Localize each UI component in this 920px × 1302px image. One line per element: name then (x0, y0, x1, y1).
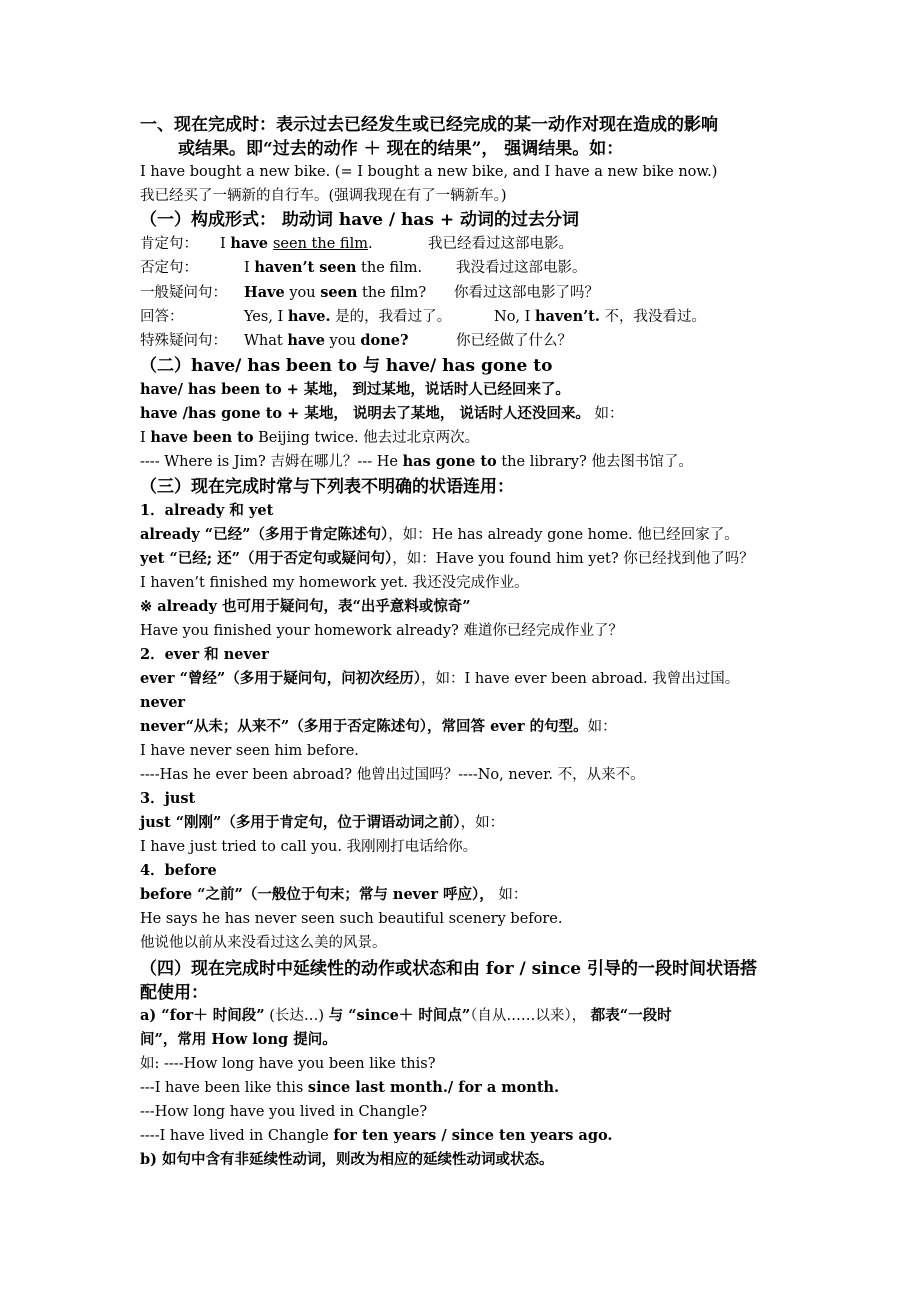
non-durative-rule: b) 如句中含有非延续性动词，则改为相应的延续性动词或状态。 (140, 1151, 554, 1168)
never-word: never (140, 694, 186, 711)
row-translation: 我没看过这部电影。 (456, 260, 587, 276)
negative-row (140, 258, 840, 278)
for-since-rule: a) “for＋ 时间段” (长达…) 与 “since＋ 时间点”（自从……以来）， 都表“一段时 (140, 1007, 672, 1024)
for-since-example-4: ----I have lived in Changle for ten years / since ten years ago. (140, 1127, 613, 1144)
affirmative-row (140, 234, 840, 254)
answer-row (140, 307, 840, 327)
for-since-example-3: ---How long have you lived in Changle? (140, 1104, 428, 1120)
before-rule: before “之前”（一般位于句末；常与 never 呼应）， 如： (140, 886, 528, 903)
section-title-cont: 或结果。即“过去的动作 ＋ 现在的结果”， 强调结果。如： (178, 139, 624, 159)
before-example-en: He says he has never seen such beautiful scenery before. (140, 911, 563, 927)
yet-example: I haven’t finished my homework yet. 我还没完成作业。 (140, 575, 529, 591)
yet-rule: yet “已经; 还”（用于否定句或疑问句），如：Have you found him yet? 你已经找到他了吗？ (140, 550, 754, 567)
wh-question-row (140, 331, 840, 351)
question-row (140, 283, 840, 303)
row-example: I haven’t seen the film. (244, 259, 423, 276)
never-example-2: ----Has he ever been abroad? 他曾出过国吗？----No, never. 不，从来不。 (140, 767, 645, 783)
row-translation: 你看过这部电影了吗？ (454, 285, 599, 301)
gone-to-rule: have /has gone to + 某地， 说明去了某地， 说话时人还没回来。 如： (140, 405, 624, 422)
row-example: Have you seen the film? (244, 284, 427, 301)
item-before: 4．before (140, 862, 217, 879)
row-example-yes: Yes, I have. 是的，我看过了。 (244, 308, 452, 325)
ever-rule: ever “曾经”（多用于疑问句，问初次经历），如：I have ever been abroad. 我曾出过国。 (140, 670, 740, 687)
subsection-heading-4: （四）现在完成时中延续性的动作或状态和由 for / since 引导的一段时间状语搭 (140, 959, 758, 979)
gone-to-example: ---- Where is Jim? 吉姆在哪儿？--- He has gone to the library? 他去图书馆了。 (140, 453, 693, 470)
for-since-rule-cont: 间”，常用 How long 提问。 (140, 1031, 337, 1048)
example-en: I have bought a new bike. (= I bought a new bike, and I have a new bike now.) (140, 164, 718, 180)
just-example: I have just tried to call you. 我刚刚打电话给你。 (140, 839, 478, 855)
item-already-yet: 1．already 和 yet (140, 502, 274, 519)
row-label: 特殊疑问句： (140, 333, 227, 349)
item-just: 3．just (140, 790, 196, 807)
subsection-heading-4-cont: 配使用： (140, 983, 208, 1003)
never-example-1: I have never seen him before. (140, 743, 359, 759)
already-rule: already “已经”（多用于肯定陈述句），如：He has already gone home. 他已经回家了。 (140, 526, 739, 543)
subsection-heading-1: （一）构成形式： 助动词 have / has + 动词的过去分词 (140, 210, 579, 230)
section-title: 一、现在完成时：表示过去已经发生或已经完成的某一动作对现在造成的影响 (140, 115, 718, 135)
row-example-no: No, I haven’t. 不，我没看过。 (494, 308, 707, 325)
never-rule: never“从未；从来不”（多用于否定陈述句），常回答 ever 的句型。如： (140, 718, 617, 735)
row-label: 否定句： (140, 260, 198, 276)
row-label: 肯定句： (140, 236, 198, 252)
item-ever-never: 2．ever 和 never (140, 646, 269, 663)
row-translation: 你已经做了什么？ (456, 333, 572, 349)
for-since-example-2: ---I have been like this since last month./ for a month. (140, 1079, 560, 1096)
already-note: ※ already 也可用于疑问句，表“出乎意料或惊奇” (140, 598, 471, 615)
for-since-example-1: 如: ----How long have you been like this? (140, 1056, 436, 1072)
been-to-example: I have been to Beijing twice. 他去过北京两次。 (140, 429, 480, 446)
row-label: 一般疑问句： (140, 285, 227, 301)
row-translation: 我已经看过这部电影。 (428, 236, 573, 252)
row-example: What have you done? (244, 332, 409, 349)
before-example-cn: 他说他以前从来没看过这么美的风景。 (140, 935, 387, 951)
row-label: 回答： (140, 309, 184, 325)
row-example: I have seen the film. (220, 235, 373, 252)
been-to-rule: have/ has been to + 某地， 到过某地，说话时人已经回来了。 (140, 381, 570, 398)
just-rule: just “刚刚”（多用于肯定句，位于谓语动词之前），如： (140, 814, 505, 831)
subsection-heading-3: （三）现在完成时常与下列表不明确的状语连用： (140, 477, 514, 497)
example-cn: 我已经买了一辆新的自行车。(强调我现在有了一辆新车。) (140, 188, 507, 204)
already-note-example: Have you finished your homework already? 难道你已经完成作业了？ (140, 623, 623, 639)
subsection-heading-2: （二）have/ has been to 与 have/ has gone to (140, 356, 553, 376)
